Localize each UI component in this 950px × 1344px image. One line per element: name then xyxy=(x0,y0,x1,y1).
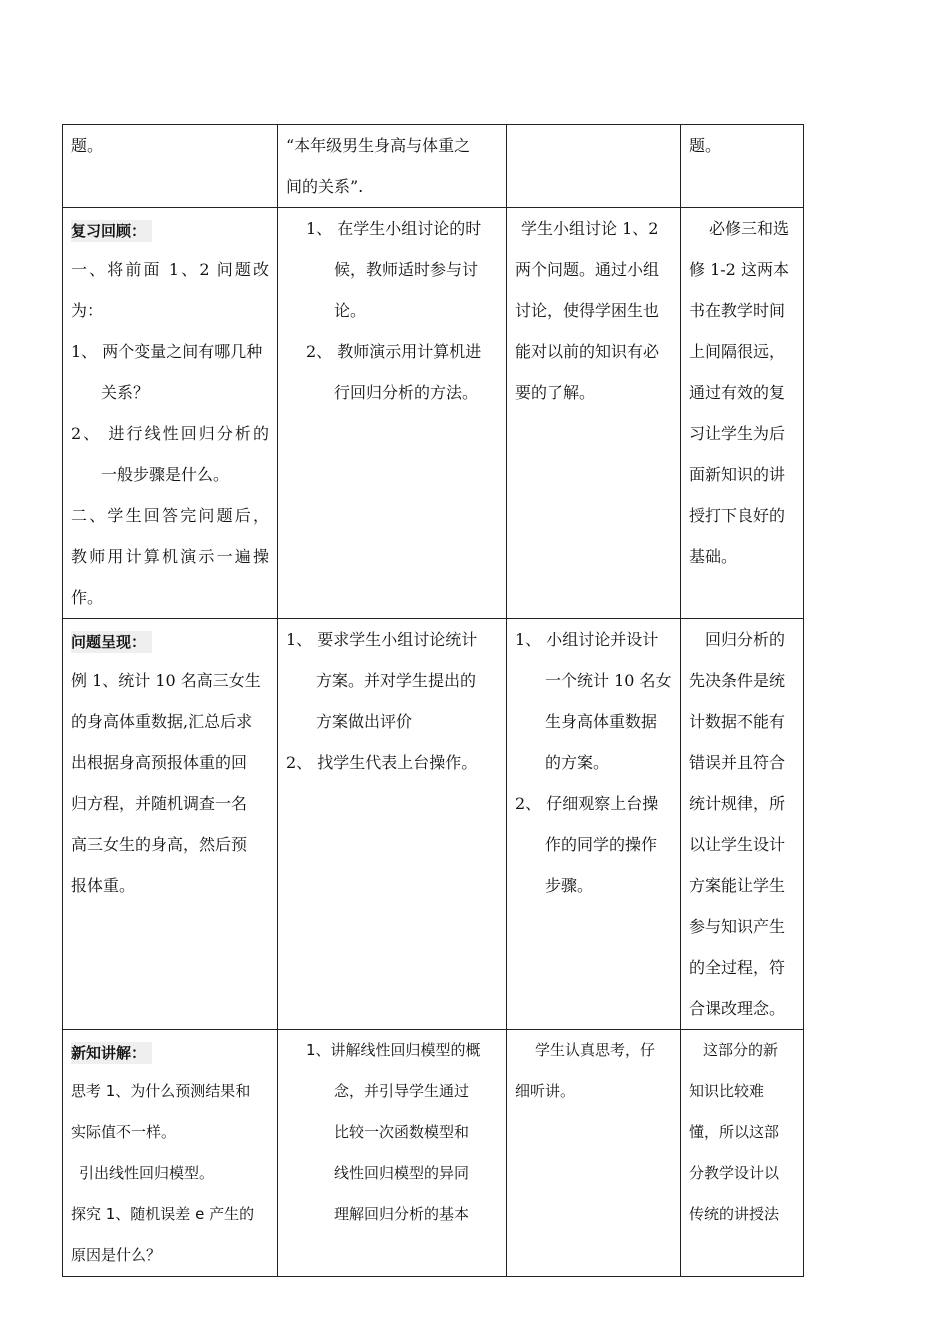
cell-text: 归方程，并随机调查一名 xyxy=(71,794,248,813)
cell-text: 以让学生设计 xyxy=(689,835,786,854)
cell-text: 一般步骤是什么。 xyxy=(101,465,230,484)
cell-teacher-activity xyxy=(278,208,507,619)
cell-text: 探究 1、随机误差 e 产生的 xyxy=(71,1205,255,1223)
cell-text: 2、 进行线性回归分析的 xyxy=(71,424,269,443)
cell-text: 书在教学时间 xyxy=(689,301,786,320)
lesson-plan-table xyxy=(62,124,804,1277)
cell-text: 1、 要求学生小组讨论统计 xyxy=(286,630,478,649)
cell-text: 要的了解。 xyxy=(515,383,596,402)
cell-text: 参与知识产生 xyxy=(689,917,786,936)
cell-text: 必修三和选 xyxy=(709,219,790,238)
cell-text: 先决条件是统 xyxy=(689,671,786,690)
cell-text: 通过有效的复 xyxy=(689,383,786,402)
cell-text: 知识比较难 xyxy=(689,1082,765,1100)
cell-text: 分教学设计以 xyxy=(689,1164,780,1182)
cell-text: 的全过程，符 xyxy=(689,958,786,977)
cell-text: 面新知识的讲 xyxy=(689,465,786,484)
cell-content xyxy=(63,1030,278,1277)
cell-design-intent xyxy=(681,208,804,619)
cell-text: 学生认真思考，仔 xyxy=(535,1041,656,1059)
table-row xyxy=(63,619,804,1030)
cell-text: 行回归分析的方法。 xyxy=(334,383,479,402)
cell-text: 传统的讲授法 xyxy=(689,1205,780,1223)
cell-text: 懂，所以这部 xyxy=(689,1123,780,1141)
cell-text: 回归分析的 xyxy=(705,630,786,649)
cell-text: 细听讲。 xyxy=(515,1082,576,1100)
cell-text: 2、 找学生代表上台操作。 xyxy=(286,753,478,772)
cell-text: 高三女生的身高，然后预 xyxy=(71,835,248,854)
cell-text: 理解回归分析的基本 xyxy=(334,1205,470,1223)
cell-text: 例 1、统计 10 名高三女生 xyxy=(71,671,261,690)
cell-content xyxy=(63,125,278,208)
cell-student-activity xyxy=(507,1030,681,1277)
cell-text: 为： xyxy=(71,301,104,320)
cell-text: 讨论，使得学困生也 xyxy=(515,301,660,320)
cell-text: 方案能让学生 xyxy=(689,876,786,895)
cell-text: 错误并且符合 xyxy=(689,753,786,772)
cell-text: 论。 xyxy=(334,301,367,320)
cell-design-intent xyxy=(681,619,804,1030)
cell-text: 习让学生为后 xyxy=(689,424,786,443)
cell-text: 比较一次函数模型和 xyxy=(334,1123,470,1141)
cell-text: 一、将前面 1、2 问题改 xyxy=(71,260,269,279)
cell-text: 实际值不一样。 xyxy=(71,1123,177,1141)
cell-text: 这部分的新 xyxy=(703,1041,779,1059)
cell-text: 线性回归模型的异同 xyxy=(334,1164,470,1182)
cell-text: 2、 仔细观察上台操 xyxy=(515,794,659,813)
cell-design-intent xyxy=(681,125,804,208)
cell-text: 两个问题。通过小组 xyxy=(515,260,660,279)
cell-text: 作。 xyxy=(71,588,104,607)
section-heading: 复习回顾： xyxy=(71,220,152,242)
cell-text: 2、 教师演示用计算机进 xyxy=(306,342,482,361)
cell-text: 上间隔很远， xyxy=(689,342,786,361)
cell-text: 1、讲解线性回归模型的概 xyxy=(306,1041,481,1059)
cell-text: 方案。并对学生提出的 xyxy=(316,671,477,690)
cell-text: 题。 xyxy=(689,136,722,155)
cell-text: 教师用计算机演示一遍操 xyxy=(71,547,269,566)
cell-teacher-activity xyxy=(278,1030,507,1277)
cell-text: 作的同学的操作 xyxy=(545,835,658,854)
cell-text: 原因是什么？ xyxy=(71,1246,162,1264)
cell-text: 基础。 xyxy=(689,547,738,566)
cell-design-intent xyxy=(681,1030,804,1277)
cell-text: 关系？ xyxy=(101,383,150,402)
cell-text: 候，教师适时参与讨 xyxy=(334,260,479,279)
cell-student-activity xyxy=(507,125,681,208)
cell-text: 生身高体重数据 xyxy=(545,712,658,731)
cell-text: 思考 1、为什么预测结果和 xyxy=(71,1082,251,1100)
cell-text: 出根据身高预报体重的回 xyxy=(71,753,248,772)
cell-text: 合课改理念。 xyxy=(689,999,786,1018)
section-heading: 问题呈现： xyxy=(71,631,152,653)
cell-text: 1、 两个变量之间有哪几种 xyxy=(71,342,263,361)
cell-student-activity xyxy=(507,208,681,619)
cell-text: 方案做出评价 xyxy=(316,712,413,731)
cell-text: 间的关系”. xyxy=(286,177,364,196)
cell-content xyxy=(63,619,278,1030)
cell-text: 的方案。 xyxy=(545,753,610,772)
cell-text: 二、学生回答完问题后， xyxy=(71,506,269,525)
table-row xyxy=(63,208,804,619)
cell-text: 题。 xyxy=(71,136,104,155)
cell-text: 计数据不能有 xyxy=(689,712,786,731)
cell-student-activity xyxy=(507,619,681,1030)
cell-text: 修 1-2 这两本 xyxy=(689,260,789,279)
cell-text: 1、 在学生小组讨论的时 xyxy=(306,219,482,238)
cell-text: 能对以前的知识有必 xyxy=(515,342,660,361)
section-heading: 新知讲解： xyxy=(71,1042,152,1064)
cell-text: 1、 小组讨论并设计 xyxy=(515,630,659,649)
cell-text: 引出线性回归模型。 xyxy=(79,1164,215,1182)
cell-content xyxy=(63,208,278,619)
cell-text: 报体重。 xyxy=(71,876,136,895)
table-row xyxy=(63,125,804,208)
cell-text: “本年级男生身高与体重之 xyxy=(286,136,471,155)
cell-text: 学生小组讨论 1、2 xyxy=(521,219,659,238)
cell-teacher-activity xyxy=(278,619,507,1030)
table-row xyxy=(63,1030,804,1277)
cell-text: 一个统计 10 名女 xyxy=(545,671,672,690)
cell-text: 的身高体重数据,汇总后求 xyxy=(71,712,253,731)
cell-text: 念，并引导学生通过 xyxy=(334,1082,470,1100)
cell-teacher-activity xyxy=(278,125,507,208)
cell-text: 授打下良好的 xyxy=(689,506,786,525)
cell-text: 统计规律，所 xyxy=(689,794,786,813)
cell-text: 步骤。 xyxy=(545,876,594,895)
